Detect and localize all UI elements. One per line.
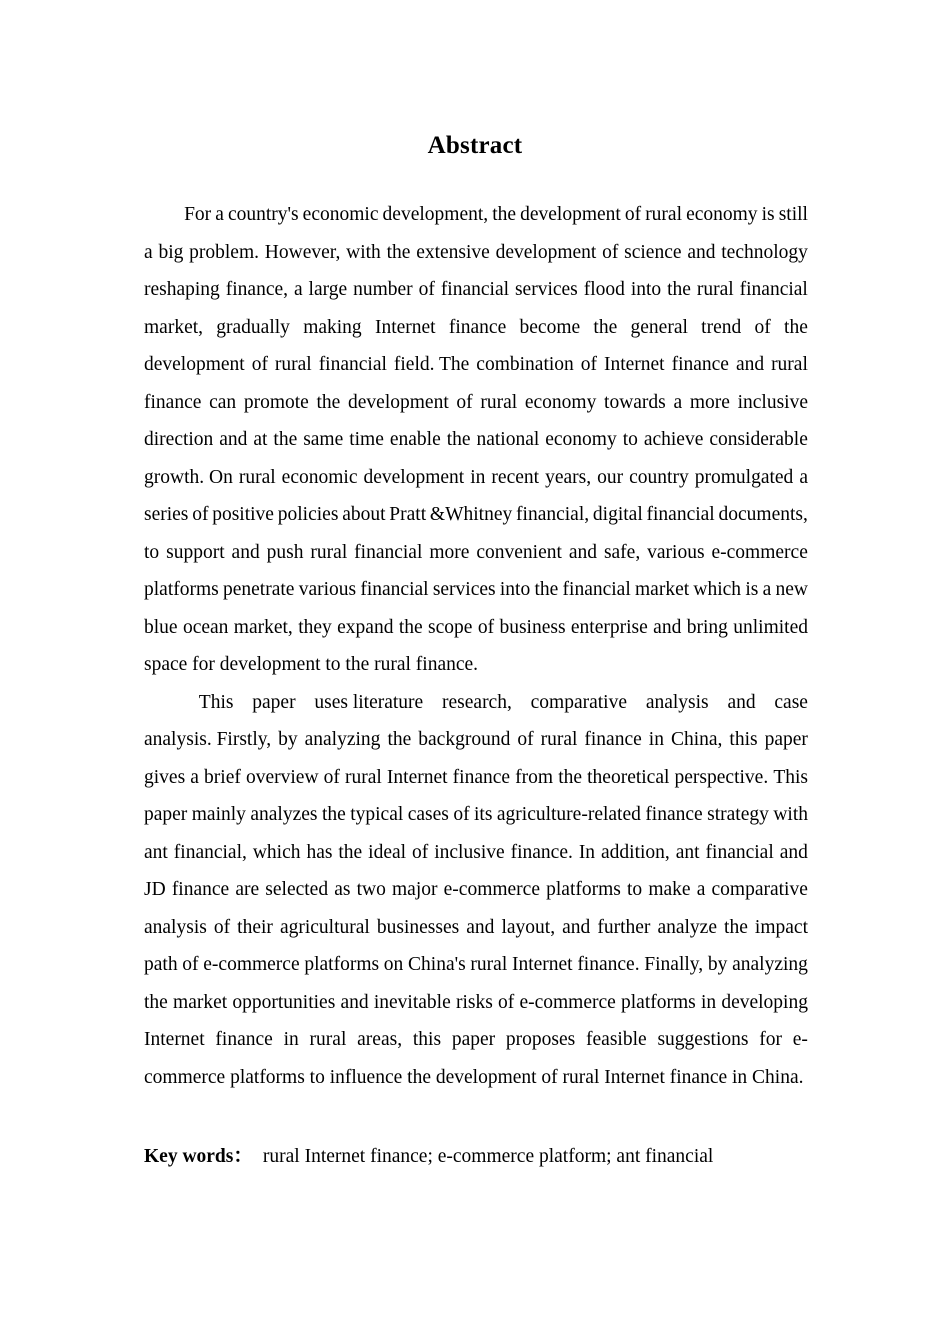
word: of (602, 241, 619, 263)
word: Pratt (389, 504, 427, 525)
word: extensive (416, 241, 490, 263)
word: as (334, 879, 351, 900)
word: recent (491, 466, 540, 488)
word: e-commerce (711, 541, 808, 563)
word: a (696, 879, 706, 900)
word: scope (428, 616, 473, 638)
word: rural (470, 954, 508, 975)
word: the (446, 429, 471, 450)
word: various (298, 579, 357, 600)
word: of (624, 204, 642, 225)
word: economy (686, 204, 758, 225)
word: various (647, 541, 705, 563)
word: rural (309, 1029, 347, 1050)
word: a (799, 466, 808, 488)
word: financial (354, 541, 423, 563)
word: financial (318, 354, 387, 375)
word: rural (274, 354, 312, 375)
word: is (761, 204, 775, 225)
word: Internet (374, 316, 436, 338)
word: services (432, 579, 496, 600)
word: rural (310, 541, 348, 563)
word: time (349, 429, 384, 450)
word: on (383, 954, 404, 975)
word: new (775, 579, 808, 600)
word: the (321, 804, 346, 825)
abstract-paragraph (144, 196, 808, 684)
word: finance (144, 391, 202, 413)
word: country (629, 466, 689, 488)
text-line (144, 759, 808, 797)
keywords-value: rural Internet finance; e-commerce platform; ant financial (262, 1146, 714, 1167)
word: ant (144, 841, 168, 863)
word: research, (442, 691, 512, 713)
word: at (253, 429, 268, 450)
word: in (470, 466, 486, 488)
word: cases (407, 804, 449, 825)
word: platforms (546, 879, 621, 900)
word: finance (452, 766, 511, 788)
text-line (144, 834, 808, 872)
word: to (627, 879, 643, 900)
word: e-commerce (203, 954, 300, 975)
word: paper (144, 804, 188, 825)
text-line (144, 871, 808, 909)
word: national (476, 429, 540, 450)
word: This (773, 766, 808, 788)
word: analyze (657, 916, 717, 938)
word: mainly (191, 804, 246, 825)
text-line (144, 309, 808, 347)
word: Finally, (644, 954, 704, 975)
word: inclusive (434, 841, 505, 863)
word: in (700, 991, 717, 1013)
word: uses literature (314, 691, 424, 713)
word: its (474, 804, 493, 825)
text-line (144, 571, 808, 609)
word: their (237, 916, 273, 938)
text-line (144, 984, 808, 1022)
word: platforms (144, 579, 219, 600)
word: enterprise (570, 616, 648, 638)
word: considerable (709, 429, 808, 450)
word: in (283, 1029, 299, 1050)
word: they (298, 616, 332, 638)
word: a (673, 391, 683, 413)
word: analysis (645, 691, 709, 713)
word: financial (739, 279, 808, 300)
word: businesses (376, 916, 460, 938)
word: a (293, 279, 303, 300)
word: and (653, 616, 682, 638)
word: and (568, 541, 597, 563)
word: country's (227, 204, 299, 225)
word: with (346, 241, 381, 263)
word: this (729, 729, 758, 750)
word: years, (545, 466, 592, 488)
word: of (517, 729, 534, 750)
word: general (630, 316, 688, 338)
word: analyzing (732, 954, 808, 975)
page-title: Abstract (427, 132, 523, 159)
word: science (624, 241, 682, 263)
word: blue (144, 616, 178, 638)
word: space for development to the rural finance. (144, 654, 479, 675)
word: e-commerce (519, 991, 616, 1013)
word: of (251, 354, 268, 375)
word: Internet (603, 354, 665, 375)
word: of (456, 391, 473, 413)
word: the (338, 841, 363, 863)
word: is (745, 579, 759, 600)
text-line (144, 646, 808, 684)
word: theoretical (587, 766, 670, 788)
word: the (492, 204, 517, 225)
word: e- (792, 1029, 808, 1050)
word: and (562, 916, 591, 938)
word: &Whitney (429, 504, 513, 525)
word: reshaping (144, 279, 220, 300)
word: background (418, 729, 511, 750)
word: developing (721, 991, 808, 1013)
word: and (219, 429, 248, 450)
word: this (412, 1029, 442, 1050)
word: analysis (144, 916, 207, 938)
word: agriculture-related (496, 804, 641, 825)
word: rural (771, 354, 808, 375)
word: enable (389, 429, 441, 450)
word: market, (233, 616, 293, 638)
word: financial (705, 841, 774, 863)
word: finance (171, 879, 230, 900)
word: a (190, 766, 199, 788)
word: the (558, 766, 583, 788)
word: expand (337, 616, 394, 638)
keywords-colon: ： (233, 1146, 253, 1167)
word: technology (721, 241, 808, 263)
word: paper (252, 691, 296, 713)
word: agricultural (279, 916, 370, 938)
word: of (418, 279, 435, 300)
word: China's (408, 954, 466, 975)
word: the (387, 729, 412, 750)
word: for (759, 1029, 782, 1050)
word: gradually (216, 316, 290, 338)
word: in (648, 729, 664, 750)
word: economic (281, 466, 358, 488)
word: paper (764, 729, 808, 750)
word: inevitable (373, 991, 451, 1013)
word: JD (144, 879, 166, 900)
word: of (498, 991, 515, 1013)
word: economy (545, 429, 617, 450)
word: ideal (368, 841, 407, 863)
word: big (158, 241, 184, 263)
word: trend (701, 316, 742, 338)
word: and (687, 241, 716, 263)
word: platforms (621, 991, 696, 1013)
text-line (144, 684, 808, 722)
word: and (727, 691, 756, 713)
word: support (166, 541, 225, 563)
word: services (514, 279, 578, 300)
word: which (693, 579, 742, 600)
word: our (597, 466, 624, 488)
word: For (184, 204, 212, 225)
word: finance. (510, 841, 573, 863)
text-line (144, 1059, 808, 1097)
word: from (515, 766, 554, 788)
word: the (316, 391, 341, 413)
word: opportunities (232, 991, 336, 1013)
word: the (593, 316, 618, 338)
word: the (534, 579, 559, 600)
word: rural (480, 391, 518, 413)
word: paper (451, 1029, 496, 1050)
text-line (144, 796, 808, 834)
word: rural (238, 466, 276, 488)
word: the (273, 429, 298, 450)
word: e-commerce (443, 879, 540, 900)
word: rural (345, 766, 382, 788)
word: financial (360, 579, 429, 600)
word: rural (645, 204, 682, 225)
word: path (144, 954, 178, 975)
word: combination (476, 354, 574, 375)
word: ant (675, 841, 700, 863)
word: financial, (173, 841, 247, 863)
keywords-line (144, 1142, 844, 1172)
word: two (356, 879, 386, 900)
word: financial (646, 504, 715, 525)
word: development (348, 391, 449, 413)
word: making (303, 316, 362, 338)
word: digital (592, 504, 643, 525)
text-line (144, 946, 808, 984)
word: of (453, 804, 470, 825)
word: of (580, 354, 597, 375)
word: addition, (601, 841, 670, 863)
word: Internet (144, 1029, 205, 1050)
word: the (398, 616, 423, 638)
abstract-body (144, 196, 808, 1096)
word: which (252, 841, 301, 863)
word: flood (583, 279, 625, 300)
word: feasible (586, 1029, 647, 1050)
word: finance, (225, 279, 289, 300)
text-line (144, 271, 808, 309)
word: Internet (386, 766, 448, 788)
word: development (363, 466, 465, 488)
word: of (213, 916, 231, 938)
word: case (774, 691, 808, 713)
word: to (622, 429, 638, 450)
word: platforms (304, 954, 380, 975)
word: same (303, 429, 344, 450)
word: positive (212, 504, 274, 525)
word: more (689, 391, 730, 413)
word: analyzes (250, 804, 318, 825)
word: can (209, 391, 237, 413)
word: selected (265, 879, 329, 900)
word: push (266, 541, 304, 563)
abstract-paragraph (144, 684, 808, 1097)
word: documents, (718, 504, 808, 525)
word: economy (524, 391, 597, 413)
word: and (466, 916, 495, 938)
word: of (182, 954, 199, 975)
word: and (735, 354, 765, 375)
word: major (392, 879, 438, 900)
word: China, (670, 729, 723, 750)
word: Internet (511, 954, 573, 975)
word: a (144, 241, 153, 263)
word: still (778, 204, 808, 225)
word: brief (204, 766, 241, 788)
word: further (597, 916, 651, 938)
word: of (412, 841, 429, 863)
word: proposes (505, 1029, 576, 1050)
word: number (353, 279, 413, 300)
word: finance (584, 729, 642, 750)
word: and (779, 841, 808, 863)
word: bring (686, 616, 728, 638)
word: economic (302, 204, 379, 225)
word: analysis. Firstly, (144, 729, 272, 750)
word: towards (604, 391, 666, 413)
word: financial (562, 579, 631, 600)
word: convenient (476, 541, 562, 563)
word: penetrate (222, 579, 295, 600)
word: financial, (516, 504, 590, 525)
word: finance (215, 1029, 273, 1050)
word: finance (671, 354, 729, 375)
text-line (144, 346, 808, 384)
word: the (784, 316, 808, 338)
word: financial (440, 279, 510, 300)
text-line (144, 496, 808, 534)
word: a (215, 204, 224, 225)
word: In (578, 841, 596, 863)
word: suggestions (657, 1029, 749, 1050)
word: risks (455, 991, 493, 1013)
word: areas, (357, 1029, 403, 1050)
word: into (499, 579, 531, 600)
text-line (144, 459, 808, 497)
word: and (231, 541, 260, 563)
word: the (386, 241, 411, 263)
word: rural (540, 729, 578, 750)
word: of (192, 504, 209, 525)
word: This (198, 691, 234, 713)
word: market (173, 991, 228, 1013)
word: of (323, 766, 340, 788)
word: development (520, 204, 621, 225)
word: safe, (603, 541, 641, 563)
word: series (144, 504, 189, 525)
word: into (630, 279, 662, 300)
word: strategy (707, 804, 769, 825)
keywords-label: Key words (144, 1146, 234, 1167)
word: promulgated (694, 466, 794, 488)
word: commerce platforms to influence the development of rural Internet finance in China. (144, 1066, 804, 1088)
word: comparative (530, 691, 628, 713)
word: growth. On (144, 466, 233, 488)
word: finance (645, 804, 703, 825)
word: development (495, 241, 597, 263)
word: to (144, 541, 160, 563)
word: development (144, 354, 245, 375)
word: problem. (189, 241, 259, 263)
word: by (278, 729, 298, 750)
word: layout, (501, 916, 556, 938)
word: policies (277, 504, 339, 525)
word: become (519, 316, 581, 338)
text-line (144, 234, 808, 272)
word: promote (243, 391, 309, 413)
word: make (648, 879, 691, 900)
word: by (707, 954, 728, 975)
word: comparative (711, 879, 808, 900)
word: finance. (577, 954, 640, 975)
word: ocean (182, 616, 229, 638)
word: development, (382, 204, 489, 225)
word: However, (264, 241, 341, 263)
word: with (773, 804, 808, 825)
text-line (144, 196, 808, 234)
word: field. The (393, 354, 470, 375)
word: inclusive (737, 391, 808, 413)
word: business (499, 616, 566, 638)
word: the (724, 916, 748, 938)
text-line (144, 1021, 808, 1059)
word: the (667, 279, 691, 300)
word: market (635, 579, 690, 600)
word: about (342, 504, 386, 525)
text-line (144, 534, 808, 572)
word: are (235, 879, 260, 900)
text-line (144, 609, 808, 647)
word: finance (448, 316, 507, 338)
word: unlimited (733, 616, 808, 638)
word: achieve (643, 429, 704, 450)
text-line (144, 909, 808, 947)
word: the (144, 991, 168, 1013)
word: gives (144, 766, 186, 788)
word: of (754, 316, 771, 338)
word: typical (350, 804, 404, 825)
word: large (308, 279, 348, 300)
word: direction (144, 429, 214, 450)
word: more (429, 541, 470, 563)
word: analyzing (304, 729, 381, 750)
text-line (144, 721, 808, 759)
word: market, (144, 316, 204, 338)
word: of (477, 616, 495, 638)
text-line (144, 421, 808, 459)
word: perspective. (674, 766, 769, 788)
text-line (144, 384, 808, 422)
word: impact (754, 916, 808, 938)
word: a (762, 579, 772, 600)
word: has (306, 841, 333, 863)
word: and (340, 991, 369, 1013)
word: rural (696, 279, 734, 300)
word: overview (245, 766, 319, 788)
